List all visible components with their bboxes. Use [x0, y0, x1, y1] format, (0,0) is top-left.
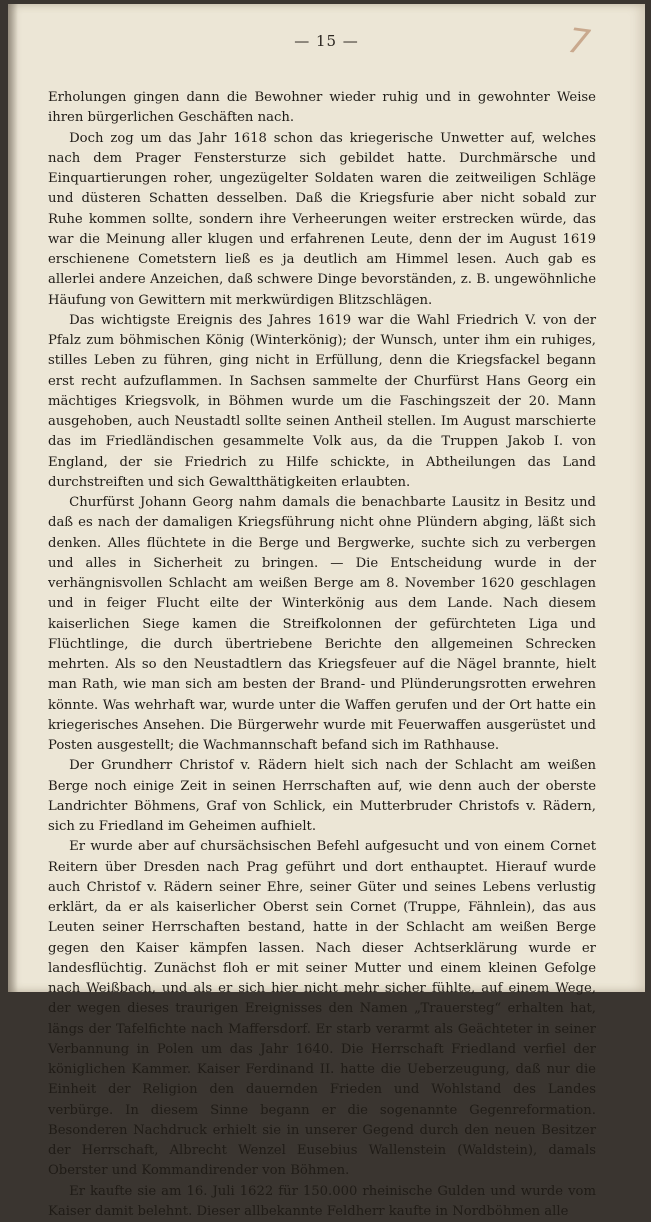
paragraph: Er wurde aber auf chursächsischen Befehl aufgesucht und von einem Cornet Reitern über Dresden nach Prag geführt und dort enthauptet. Hierauf wurde auch Christof v. Rädern seiner Ehre, seiner Güter und seines Lebens verlustig erklärt, da er als kaiserlicher Oberst sein Cornet (Truppe, Fähnlein), das aus Leuten seiner Herrschaften bestand, hatte in der Schlacht am weißen Berge gegen den Kaiser kämpfen lassen. Nach dieser Achtserklärung wurde er landesflüchtig. Zunächst floh er mit seiner Mutter und einem kleinen Gefolge nach Weißbach, und als er sich hier nicht mehr sicher fühlte, auf einem Wege, der wegen dieses traurigen Ereignisses den Namen „Trauersteg“ erhalten hat, längs der Tafelfichte nach Maffersdorf. Er starb verarmt als Geächteter in seiner Verbannung in Polen um das Jahr 1640. Die Herrschaft Friedland verfiel der königlichen Kammer. Kaiser Ferdinand II. hatte die Ueberzeugung, daß nur die Einheit der Religion den dauernden Frieden und Wohlstand des Landes verbürge. In diesem Sinne begann er die sogenannte Gegenreformation. Besonderen Nachdruck erhielt sie in unserer Gegend durch den neuen Besitzer der Herrschaft, Albrecht Wenzel Eusebius Wallenstein (Waldstein), damals Oberster und Kommandirender von Böhmen. [48, 837, 596, 1181]
paragraph: Churfürst Johann Georg nahm damals die benachbarte Lausitz in Besitz und daß es nach der damaligen Kriegsführung nicht ohne Plündern abging, läßt sich denken. Alles flüchtete in die Berge und Bergwerke, suchte sich zu verbergen und alles in Sicherheit zu bringen. — Die Entscheidung wurde in der verhängnisvollen Schlacht am weißen Berge am 8. November 1620 geschlagen und in feiger Flucht eilte der Winterkönig aus dem Lande. Nach diesem kaiserlichen Siege kamen die Streifkolonnen der gefürchteten Liga und Flüchtlinge, die durch übertriebene Berichte den allgemeinen Schrecken mehrten. Als so den Neustadtlern das Kriegsfeuer auf die Nägel brannte, hielt man Rath, wie man sich am besten der Brand- und Plünderungsrotten erwehren könnte. Was wehrhaft war, wurde unter die Waffen gerufen und der Ort hatte ein kriegerisches Ansehen. Die Bürgerwehr wurde mit Feuerwaffen ausgerüstet und Posten ausgestellt; die Wachmannschaft befand sich im Rathhause. [48, 493, 596, 756]
paragraph: Der Grundherr Christof v. Rädern hielt sich nach der Schlacht am weißen Berge noch einige Zeit in seinen Herrschaften auf, wie denn auch der oberste Landrichter Böhmens, Graf von Schlick, ein Mutterbruder Christofs v. Rädern, sich zu Friedland im Geheimen aufhielt. [48, 756, 596, 837]
paragraph: Er kaufte sie am 16. Juli 1622 für 150.000 rheinische Gulden und wurde vom Kaiser damit belehnt. Dieser allbekannte Feldherr kaufte in Nordböhmen alle [48, 1182, 596, 1222]
page-gutter-shadow [8, 4, 18, 992]
handwritten-margin-mark: 7 [565, 21, 592, 64]
paragraph: Erholungen gingen dann die Bewohner wieder ruhig und in gewohnter Weise ihren bürgerlichen Geschäften nach. [48, 88, 596, 129]
paragraph: Doch zog um das Jahr 1618 schon das kriegerische Unwetter auf, welches nach dem Prager Fenstersturze sich gebildet hatte. Durchmärsche und Einquartierungen roher, ungezügelter Soldaten waren die zeitweiligen Schläge und düsteren Schatten desselben. Daß die Kriegsfurie aber nicht sobald zur Ruhe kommen sollte, sondern ihre Verheerungen weiter erstrecken würde, das war die Meinung aller klugen und erfahrenen Leute, denn der im August 1619 erschienene Cometstern ließ es ja deutlich am Himmel lesen. Auch gab es allerlei andere Anzeichen, daß schwere Dinge bevorständen, z. B. ungewöhnliche Häufung von Gewittern mit merkwürdigen Blitzschlägen. [48, 129, 596, 311]
body-text [48, 88, 596, 1222]
book-page [8, 4, 645, 992]
paragraph: Das wichtigste Ereignis des Jahres 1619 war die Wahl Friedrich V. von der Pfalz zum böhmischen König (Winterkönig); der Wunsch, unter ihm ein ruhiges, stilles Leben zu führen, ging nicht in Erfüllung, denn die Kriegsfackel begann erst recht aufzuflammen. In Sachsen sammelte der Churfürst Hans Georg ein mächtiges Kriegsvolk, in Böhmen wurde um die Faschingszeit der 20. Mann ausgehoben, auch Neustadtl sollte seinen Antheil stellen. Im August marschierte das im Friedländischen gesammelte Volk aus, da die Truppen Jakob I. von England, der sie Friedrich zu Hilfe schickte, in Abtheilungen das Land durchstreiften und sich Gewaltthätigkeiten erlaubten. [48, 311, 596, 493]
page-number: — 15 — [8, 32, 645, 50]
